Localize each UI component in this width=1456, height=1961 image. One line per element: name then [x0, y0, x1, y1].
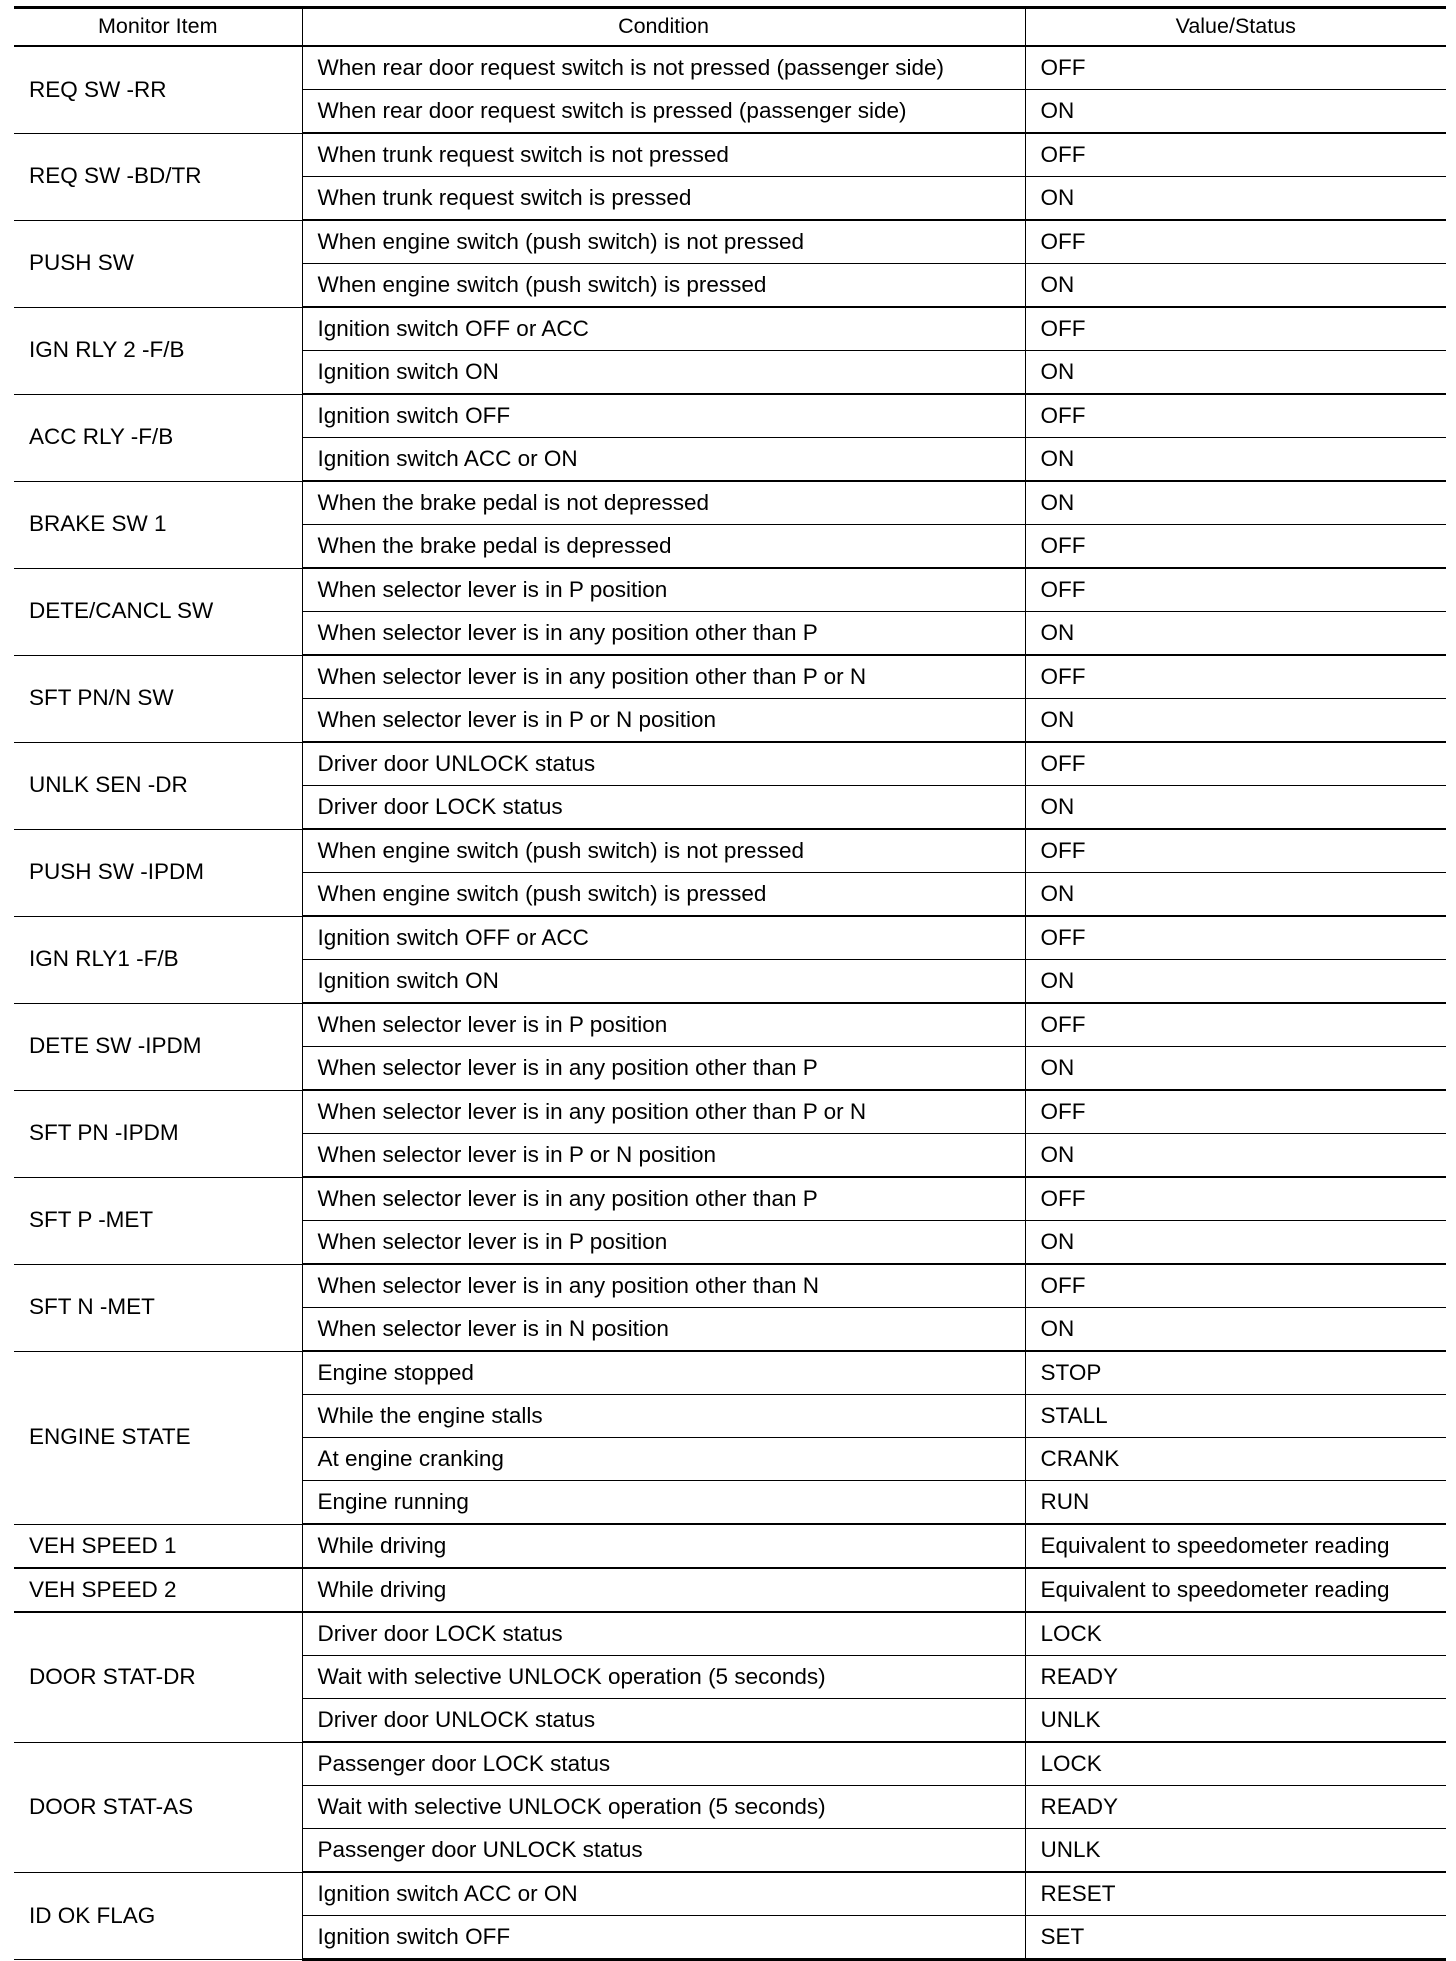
value-status-cell: ON: [1025, 1047, 1446, 1091]
value-status-cell: OFF: [1025, 1003, 1446, 1047]
value-status-cell: OFF: [1025, 1090, 1446, 1134]
value-status-cell: OFF: [1025, 46, 1446, 90]
condition-cell: Ignition switch OFF: [302, 394, 1025, 438]
value-status-cell: ON: [1025, 699, 1446, 743]
monitor-item-cell: VEH SPEED 2: [14, 1568, 302, 1612]
value-status-cell: ON: [1025, 873, 1446, 917]
value-status-cell: STOP: [1025, 1351, 1446, 1395]
monitor-item-cell: SFT PN/N SW: [14, 655, 302, 742]
value-status-cell: OFF: [1025, 220, 1446, 264]
condition-cell: When engine switch (push switch) is pressed: [302, 264, 1025, 308]
condition-cell: When selector lever is in P position: [302, 568, 1025, 612]
table-row: [14, 655, 1446, 699]
condition-cell: Driver door UNLOCK status: [302, 1699, 1025, 1743]
value-status-cell: OFF: [1025, 829, 1446, 873]
condition-cell: Engine running: [302, 1481, 1025, 1525]
condition-cell: When selector lever is in N position: [302, 1308, 1025, 1352]
monitor-item-cell: DETE/CANCL SW: [14, 568, 302, 655]
value-status-cell: OFF: [1025, 916, 1446, 960]
condition-cell: Ignition switch OFF: [302, 1916, 1025, 1960]
table-row: [14, 1568, 1446, 1612]
header-monitor-item: Monitor Item: [14, 8, 302, 47]
condition-cell: When engine switch (push switch) is pressed: [302, 873, 1025, 917]
table-row: [14, 916, 1446, 960]
table-row: [14, 829, 1446, 873]
table-row: [14, 742, 1446, 786]
value-status-cell: RESET: [1025, 1872, 1446, 1916]
condition-cell: When selector lever is in any position other than N: [302, 1264, 1025, 1308]
value-status-cell: OFF: [1025, 394, 1446, 438]
value-status-cell: STALL: [1025, 1395, 1446, 1438]
condition-cell: When selector lever is in any position other than P or N: [302, 1090, 1025, 1134]
condition-cell: Ignition switch ACC or ON: [302, 438, 1025, 482]
table-row: [14, 1742, 1446, 1786]
condition-cell: Driver door LOCK status: [302, 1612, 1025, 1656]
condition-cell: Wait with selective UNLOCK operation (5 seconds): [302, 1786, 1025, 1829]
value-status-cell: Equivalent to speedometer reading: [1025, 1524, 1446, 1568]
condition-cell: Engine stopped: [302, 1351, 1025, 1395]
value-status-cell: OFF: [1025, 568, 1446, 612]
value-status-cell: ON: [1025, 786, 1446, 830]
table-row: [14, 1264, 1446, 1308]
value-status-cell: SET: [1025, 1916, 1446, 1960]
table-row: [14, 133, 1446, 177]
value-status-cell: LOCK: [1025, 1742, 1446, 1786]
value-status-cell: READY: [1025, 1656, 1446, 1699]
condition-cell: When rear door request switch is not pressed (passenger side): [302, 46, 1025, 90]
monitor-item-cell: SFT PN -IPDM: [14, 1090, 302, 1177]
monitor-item-cell: VEH SPEED 1: [14, 1524, 302, 1568]
condition-cell: When selector lever is in any position other than P: [302, 1047, 1025, 1091]
condition-cell: Ignition switch ON: [302, 351, 1025, 395]
value-status-cell: ON: [1025, 481, 1446, 525]
table-row: [14, 394, 1446, 438]
table-header-row: [14, 8, 1446, 47]
condition-cell: When selector lever is in any position other than P or N: [302, 655, 1025, 699]
value-status-cell: OFF: [1025, 742, 1446, 786]
monitor-item-cell: DOOR STAT-AS: [14, 1742, 302, 1872]
condition-cell: Passenger door LOCK status: [302, 1742, 1025, 1786]
value-status-cell: UNLK: [1025, 1829, 1446, 1873]
monitor-item-cell: SFT P -MET: [14, 1177, 302, 1264]
value-status-cell: LOCK: [1025, 1612, 1446, 1656]
condition-cell: When rear door request switch is pressed (passenger side): [302, 90, 1025, 134]
condition-cell: When engine switch (push switch) is not pressed: [302, 220, 1025, 264]
value-status-cell: OFF: [1025, 307, 1446, 351]
monitor-item-table: [14, 6, 1446, 1961]
monitor-item-cell: ENGINE STATE: [14, 1351, 302, 1524]
monitor-item-cell: DOOR STAT-DR: [14, 1612, 302, 1742]
table-row: [14, 1524, 1446, 1568]
value-status-cell: UNLK: [1025, 1699, 1446, 1743]
header-value-status: Value/Status: [1025, 8, 1446, 47]
table-row: [14, 1351, 1446, 1395]
value-status-cell: READY: [1025, 1786, 1446, 1829]
value-status-cell: OFF: [1025, 1264, 1446, 1308]
value-status-cell: ON: [1025, 1134, 1446, 1178]
value-status-cell: ON: [1025, 1308, 1446, 1352]
value-status-cell: ON: [1025, 264, 1446, 308]
condition-cell: When selector lever is in any position other than P: [302, 612, 1025, 656]
monitor-item-cell: IGN RLY 2 -F/B: [14, 307, 302, 394]
condition-cell: When trunk request switch is not pressed: [302, 133, 1025, 177]
table-row: [14, 1612, 1446, 1656]
condition-cell: When selector lever is in P position: [302, 1003, 1025, 1047]
table-row: [14, 46, 1446, 90]
monitor-item-cell: ID OK FLAG: [14, 1872, 302, 1960]
value-status-cell: ON: [1025, 177, 1446, 221]
value-status-cell: CRANK: [1025, 1438, 1446, 1481]
monitor-item-cell: IGN RLY1 -F/B: [14, 916, 302, 1003]
condition-cell: When trunk request switch is pressed: [302, 177, 1025, 221]
value-status-cell: ON: [1025, 351, 1446, 395]
value-status-cell: ON: [1025, 1221, 1446, 1265]
value-status-cell: OFF: [1025, 1177, 1446, 1221]
monitor-item-cell: PUSH SW: [14, 220, 302, 307]
condition-cell: Wait with selective UNLOCK operation (5 seconds): [302, 1656, 1025, 1699]
monitor-item-cell: BRAKE SW 1: [14, 481, 302, 568]
table-row: [14, 481, 1446, 525]
table-row: [14, 307, 1446, 351]
monitor-item-cell: PUSH SW -IPDM: [14, 829, 302, 916]
value-status-cell: ON: [1025, 438, 1446, 482]
monitor-item-cell: ACC RLY -F/B: [14, 394, 302, 481]
value-status-cell: OFF: [1025, 525, 1446, 569]
condition-cell: Ignition switch ACC or ON: [302, 1872, 1025, 1916]
table-row: [14, 1003, 1446, 1047]
value-status-cell: ON: [1025, 612, 1446, 656]
value-status-cell: Equivalent to speedometer reading: [1025, 1568, 1446, 1612]
condition-cell: Ignition switch ON: [302, 960, 1025, 1004]
condition-cell: Ignition switch OFF or ACC: [302, 916, 1025, 960]
condition-cell: When engine switch (push switch) is not pressed: [302, 829, 1025, 873]
condition-cell: While the engine stalls: [302, 1395, 1025, 1438]
condition-cell: When the brake pedal is not depressed: [302, 481, 1025, 525]
value-status-cell: RUN: [1025, 1481, 1446, 1525]
condition-cell: Ignition switch OFF or ACC: [302, 307, 1025, 351]
monitor-item-cell: SFT N -MET: [14, 1264, 302, 1351]
condition-cell: Passenger door UNLOCK status: [302, 1829, 1025, 1873]
monitor-item-cell: REQ SW -BD/TR: [14, 133, 302, 220]
value-status-cell: ON: [1025, 90, 1446, 134]
table-row: [14, 1090, 1446, 1134]
monitor-item-cell: UNLK SEN -DR: [14, 742, 302, 829]
value-status-cell: OFF: [1025, 655, 1446, 699]
table-row: [14, 220, 1446, 264]
value-status-cell: OFF: [1025, 133, 1446, 177]
monitor-item-cell: DETE SW -IPDM: [14, 1003, 302, 1090]
monitor-item-cell: REQ SW -RR: [14, 46, 302, 133]
header-condition: Condition: [302, 8, 1025, 47]
table-body: [14, 46, 1446, 1960]
condition-cell: When the brake pedal is depressed: [302, 525, 1025, 569]
condition-cell: When selector lever is in P or N position: [302, 1134, 1025, 1178]
condition-cell: When selector lever is in P position: [302, 1221, 1025, 1265]
table-row: [14, 1872, 1446, 1916]
condition-cell: At engine cranking: [302, 1438, 1025, 1481]
table-row: [14, 568, 1446, 612]
condition-cell: While driving: [302, 1568, 1025, 1612]
condition-cell: While driving: [302, 1524, 1025, 1568]
table-row: [14, 1177, 1446, 1221]
value-status-cell: ON: [1025, 960, 1446, 1004]
condition-cell: Driver door LOCK status: [302, 786, 1025, 830]
condition-cell: When selector lever is in any position other than P: [302, 1177, 1025, 1221]
condition-cell: When selector lever is in P or N position: [302, 699, 1025, 743]
condition-cell: Driver door UNLOCK status: [302, 742, 1025, 786]
